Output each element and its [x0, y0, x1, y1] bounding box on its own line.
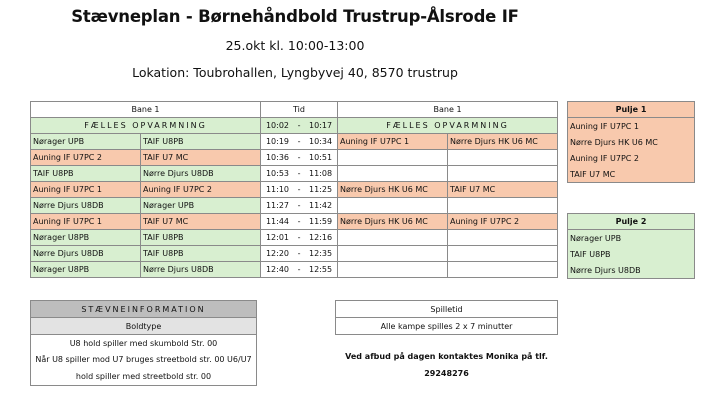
pulje-team: TAIF U7 MC [568, 166, 695, 183]
pulje-team: Auning IF U7PC 2 [568, 150, 695, 166]
pulje-2-title: Pulje 2 [568, 214, 695, 230]
time-separator: - [297, 249, 301, 258]
time-start: 11:10 [265, 185, 290, 194]
time-start: 11:44 [265, 217, 290, 226]
team-cell: Nørre Djurs U8DB [31, 198, 141, 214]
team-cell: Nørre Djurs HK U6 MC [448, 134, 558, 150]
time-start: 10:02 [265, 121, 290, 130]
warmup-time [261, 118, 338, 134]
team-cell: TAIF U8PB [31, 166, 141, 182]
match-row [31, 246, 558, 262]
team-cell: TAIF U8PB [141, 134, 261, 150]
empty-cell [448, 166, 558, 182]
time-end: 10:34 [309, 137, 333, 146]
time-cell [261, 246, 338, 262]
column-header-bane-left: Bane 1 [31, 102, 261, 118]
team-cell: Auning IF U7PC 2 [141, 182, 261, 198]
schedule-header-row [31, 102, 558, 118]
team-cell: TAIF U8PB [141, 246, 261, 262]
column-header-bane-right: Bane 1 [338, 102, 558, 118]
empty-cell [338, 198, 448, 214]
spilletid-box [335, 300, 558, 335]
time-separator: - [297, 121, 301, 130]
time-cell [261, 134, 338, 150]
team-cell: Nørager UPB [31, 134, 141, 150]
match-row [31, 134, 558, 150]
team-cell: TAIF U7 MC [448, 182, 558, 198]
time-separator: - [297, 217, 301, 226]
empty-cell [448, 262, 558, 278]
time-start: 11:27 [265, 201, 290, 210]
empty-cell [448, 150, 558, 166]
time-separator: - [297, 169, 301, 178]
time-end: 12:16 [309, 233, 333, 242]
match-row [31, 262, 558, 278]
time-separator: - [297, 265, 301, 274]
time-end: 12:35 [309, 249, 333, 258]
time-cell [261, 166, 338, 182]
team-cell: TAIF U7 MC [141, 150, 261, 166]
match-row [31, 150, 558, 166]
info-line: U8 hold spiller med skumbold Str. 00 [31, 335, 257, 352]
team-cell: Auning IF U7PC 1 [31, 214, 141, 230]
empty-cell [338, 166, 448, 182]
match-row [31, 166, 558, 182]
team-cell: Auning IF U7PC 2 [448, 214, 558, 230]
playtime-text: Alle kampe spilles 2 x 7 minutter [336, 318, 558, 335]
match-row [31, 214, 558, 230]
time-end: 11:08 [309, 169, 333, 178]
team-cell: Nørre Djurs U8DB [141, 166, 261, 182]
team-cell: Nørager U8PB [31, 262, 141, 278]
event-date-time: 25.okt kl. 10:00-13:00 [225, 38, 365, 53]
info-line: hold spiller med streetbold str. 00 [31, 367, 257, 386]
time-start: 12:20 [265, 249, 290, 258]
time-cell [261, 230, 338, 246]
time-end: 12:55 [309, 265, 333, 274]
team-cell: Auning IF U7PC 2 [31, 150, 141, 166]
time-separator: - [297, 201, 301, 210]
time-cell [261, 198, 338, 214]
empty-cell [448, 246, 558, 262]
team-cell: TAIF U7 MC [141, 214, 261, 230]
info-line: Når U8 spiller mod U7 bruges streetbold str. 00 U6/U7 [31, 351, 257, 367]
info-subtitle: Boldtype [31, 318, 257, 335]
time-cell [261, 262, 338, 278]
time-start: 10:36 [265, 153, 290, 162]
warmup-label-left: FÆLLES OPVARMNING [31, 118, 261, 134]
time-end: 11:25 [309, 185, 333, 194]
time-separator: - [297, 137, 301, 146]
contact-phone: 29248276 [424, 369, 469, 378]
pulje-team: Nørre Djurs HK U6 MC [568, 134, 695, 150]
time-start: 12:01 [265, 233, 290, 242]
time-end: 11:42 [309, 201, 333, 210]
playtime-title: Spilletid [336, 301, 558, 318]
team-cell: Nørre Djurs HK U6 MC [338, 214, 448, 230]
column-header-tid: Tid [261, 102, 338, 118]
time-separator: - [297, 153, 301, 162]
pulje-team: Auning IF U7PC 1 [568, 118, 695, 135]
pulje-2-table [567, 213, 695, 279]
empty-cell [338, 246, 448, 262]
contact-line: Ved afbud på dagen kontaktes Monika på tlf. [345, 352, 548, 361]
time-end: 10:51 [309, 153, 333, 162]
pulje-team: Nørager UPB [568, 230, 695, 247]
pulje-team: TAIF U8PB [568, 246, 695, 262]
page-title: Stævneplan - Børnehåndbold Trustrup-Ålsrode IF [71, 7, 519, 26]
team-cell: Nørre Djurs U8DB [31, 246, 141, 262]
empty-cell [338, 262, 448, 278]
info-title: STÆVNEINFORMATION [31, 301, 257, 318]
warmup-label-right: FÆLLES OPVARMNING [338, 118, 558, 134]
time-end: 11:59 [309, 217, 333, 226]
match-row [31, 230, 558, 246]
time-start: 12:40 [265, 265, 290, 274]
pulje-1-title: Pulje 1 [568, 102, 695, 118]
team-cell: Nørager UPB [141, 198, 261, 214]
time-end: 10:17 [309, 121, 333, 130]
time-start: 10:53 [265, 169, 290, 178]
team-cell: Nørre Djurs U8DB [141, 262, 261, 278]
empty-cell [448, 198, 558, 214]
time-separator: - [297, 233, 301, 242]
match-row [31, 198, 558, 214]
time-cell [261, 214, 338, 230]
team-cell: Nørre Djurs HK U6 MC [338, 182, 448, 198]
pulje-1-table [567, 101, 695, 183]
match-row [31, 182, 558, 198]
team-cell: Auning IF U7PC 1 [31, 182, 141, 198]
team-cell: Auning IF U7PC 1 [338, 134, 448, 150]
pulje-team: Nørre Djurs U8DB [568, 262, 695, 279]
empty-cell [338, 230, 448, 246]
team-cell: TAIF U8PB [141, 230, 261, 246]
time-start: 10:19 [265, 137, 290, 146]
event-location: Lokation: Toubrohallen, Lyngbyvej 40, 8570 trustrup [132, 65, 458, 80]
empty-cell [338, 150, 448, 166]
time-separator: - [297, 185, 301, 194]
warmup-row [31, 118, 558, 134]
stævneinformation-box [30, 300, 257, 386]
empty-cell [448, 230, 558, 246]
schedule-table [30, 101, 558, 278]
time-cell [261, 182, 338, 198]
time-cell [261, 150, 338, 166]
team-cell: Nørager U8PB [31, 230, 141, 246]
